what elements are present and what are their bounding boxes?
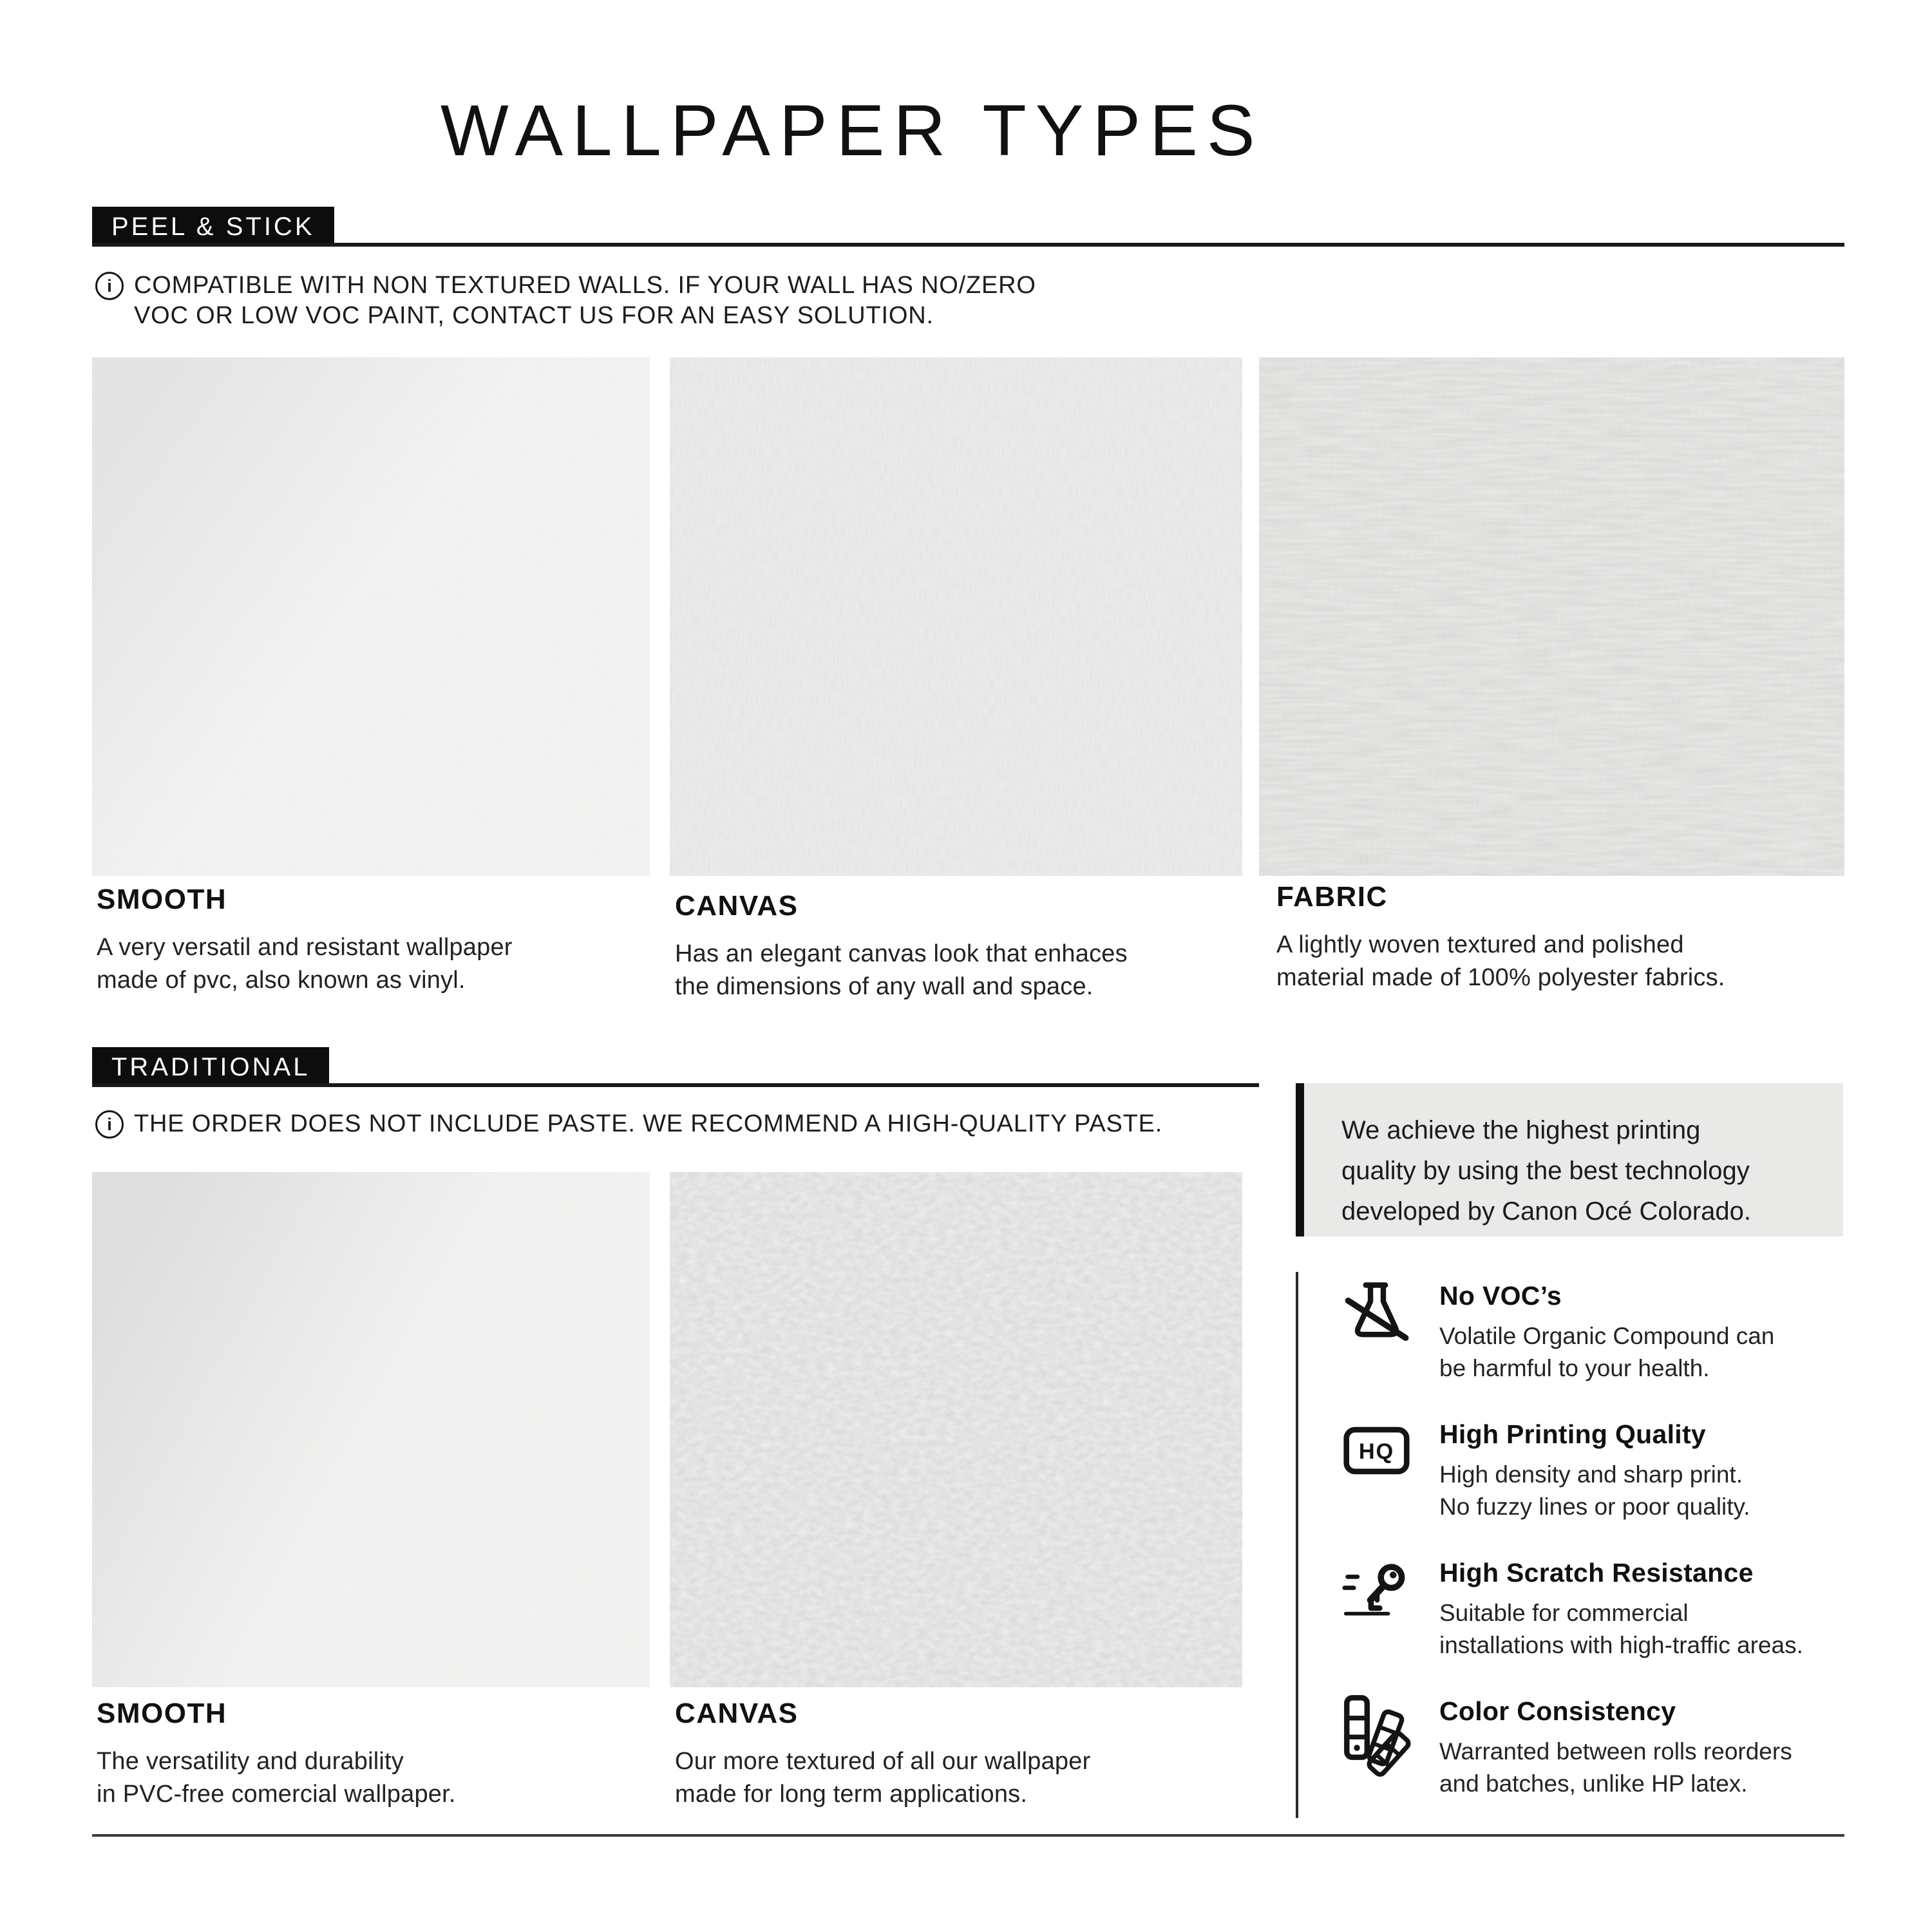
info-icon: i [95,1110,124,1139]
peel-stick-fabric-info [1276,881,1725,994]
peel-stick-smooth-info [97,884,513,997]
peel-stick-note-line2: VOC OR LOW VOC PAINT, CONTACT US FOR AN EASY SOLUTION. [134,302,934,329]
feature-no-vocs [1343,1278,1884,1385]
feature-desc-line: Volatile Organic Compound can [1439,1323,1775,1349]
printing-quality-callout [1296,1083,1843,1236]
bottom-divider-line [92,1834,1844,1837]
feature-desc-line: Warranted between rolls reorders [1439,1738,1792,1765]
peel-stick-note [95,270,1036,331]
type-desc-line: Our more textured of all our wallpaper [675,1748,1091,1775]
hq-badge-icon [1343,1417,1410,1484]
feature-title: High Scratch Resistance [1439,1558,1754,1587]
features-divider-line [1296,1272,1298,1818]
peel-stick-fabric-texture-sample [1259,357,1844,876]
traditional-smooth-texture-sample [92,1172,650,1687]
feature-color-consistency [1343,1694,1884,1800]
traditional-smooth-info [97,1698,456,1811]
feature-title: High Printing Quality [1439,1419,1707,1449]
feature-desc-line: installations with high-traffic areas. [1439,1632,1803,1658]
type-desc-line: made of pvc, also known as vinyl. [97,967,466,994]
quality-line: developed by Canon Océ Colorado. [1341,1197,1751,1226]
type-title: CANVAS [675,890,799,922]
type-desc-line: made for long term applications. [675,1781,1028,1808]
type-title: CANVAS [675,1698,799,1729]
traditional-note-line1: THE ORDER DOES NOT INCLUDE PASTE. WE RECOMMEND A HIGH-QUALITY PASTE. [134,1110,1163,1137]
feature-high-scratch-resistance [1343,1555,1884,1662]
quality-line: quality by using the best technology [1341,1157,1750,1185]
feature-desc-line: High density and sharp print. [1439,1461,1743,1488]
feature-title: Color Consistency [1439,1696,1676,1726]
type-desc-line: the dimensions of any wall and space. [675,973,1094,1000]
peel-stick-canvas-info [675,890,1128,1003]
page-title: WALLPAPER TYPES [440,90,1264,171]
type-title: SMOOTH [97,1698,227,1729]
type-desc-line: in PVC-free comercial wallpaper. [97,1781,456,1808]
feature-desc-line: No fuzzy lines or poor quality. [1439,1493,1750,1520]
peel-stick-canvas-texture-sample [670,357,1242,876]
feature-desc-line: be harmful to your health. [1439,1355,1710,1381]
type-desc-line: A very versatil and resistant wallpaper [97,934,513,961]
type-title: SMOOTH [97,884,227,915]
peel-stick-note-line1: COMPATIBLE WITH NON TEXTURED WALLS. IF YOUR WALL HAS NO/ZERO [134,272,1036,299]
feature-desc-line: Suitable for commercial [1439,1600,1689,1626]
type-desc-line: The versatility and durability [97,1748,404,1775]
feature-high-printing-quality [1343,1417,1884,1523]
info-icon: i [95,272,124,300]
feature-desc-line: and batches, unlike HP latex. [1439,1770,1748,1797]
traditional-section-rule [92,1083,1259,1087]
peel-stick-smooth-texture-sample [92,357,650,876]
type-desc-line: Has an elegant canvas look that enhaces [675,940,1128,967]
type-title: FABRIC [1276,881,1388,913]
color-swatches-icon [1343,1694,1410,1761]
peel-stick-section-badge: PEEL & STICK [92,207,334,247]
quality-line: We achieve the highest printing [1341,1116,1701,1144]
hq-label: HQ [1358,1439,1395,1464]
peel-stick-section-rule [92,243,1844,247]
key-icon [1343,1555,1410,1623]
traditional-canvas-info [675,1698,1090,1811]
feature-title: No VOC’s [1439,1281,1562,1311]
traditional-note [95,1109,1162,1139]
traditional-canvas-texture-sample [670,1172,1242,1687]
traditional-section-badge: TRADITIONAL [92,1047,329,1087]
type-desc-line: material made of 100% polyester fabrics. [1276,964,1725,991]
no-voc-flask-icon [1343,1278,1410,1346]
type-desc-line: A lightly woven textured and polished [1276,931,1684,958]
